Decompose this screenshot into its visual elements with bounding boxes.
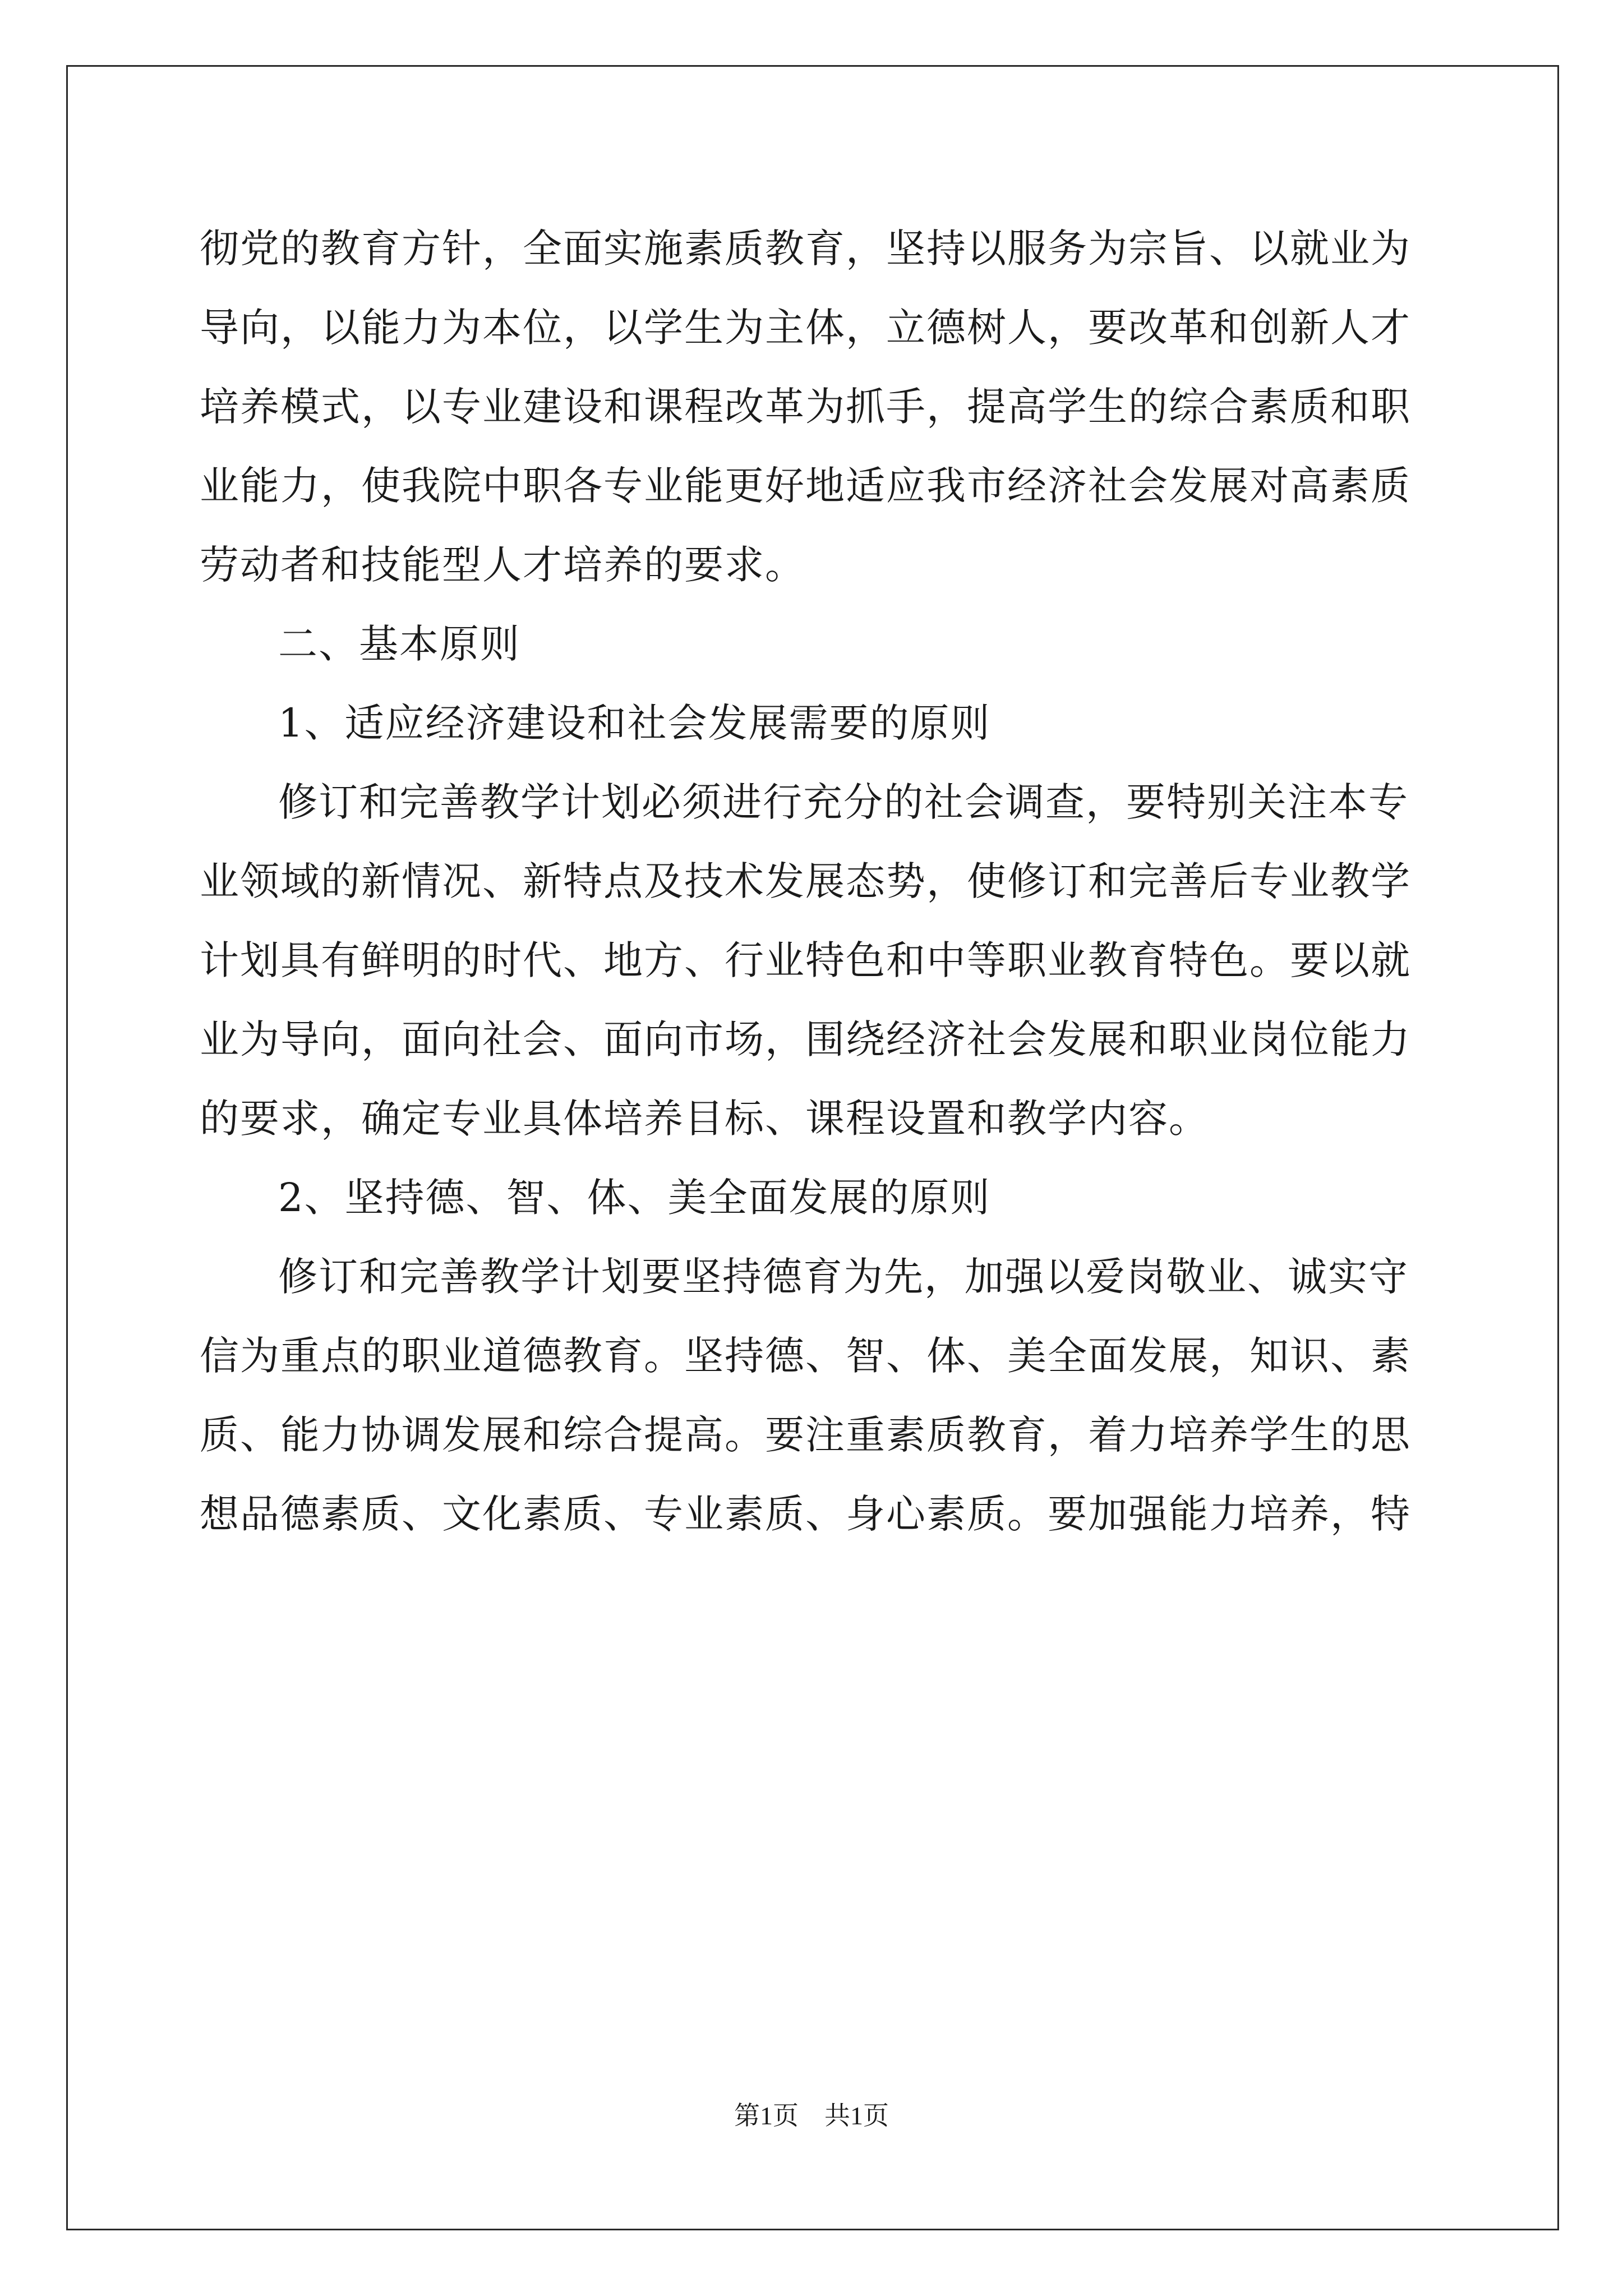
- subsection-heading: 1、适应经济建设和社会发展需要的原则: [278, 700, 991, 746]
- text-line: 想品德素质、文化素质、专业素质、身心素质。要加强能力培养，特: [200, 1491, 1411, 1537]
- section-heading: 二、基本原则: [278, 621, 520, 667]
- text-line: 修订和完善教学计划要坚持德育为先，加强以爱岗敬业、诚实守: [278, 1254, 1409, 1300]
- text-line: 质、能力协调发展和综合提高。要注重素质教育，着力培养学生的思: [200, 1412, 1411, 1458]
- text-line: 计划具有鲜明的时代、地方、行业特色和中等职业教育特色。要以就: [200, 937, 1411, 983]
- text-line: 业能力，使我院中职各专业能更好地适应我市经济社会发展对高素质: [200, 463, 1411, 509]
- text-line: 导向，以能力为本位，以学生为主体，立德树人，要改革和创新人才: [200, 305, 1411, 351]
- text-line: 信为重点的职业道德教育。坚持德、智、体、美全面发展，知识、素: [200, 1333, 1411, 1379]
- text-line: 培养模式，以专业建设和课程改革为抓手，提高学生的综合素质和职: [200, 384, 1411, 430]
- text-line: 业为导向，面向社会、面向市场，围绕经济社会发展和职业岗位能力: [200, 1016, 1411, 1062]
- text-line: 的要求，确定专业具体培养目标、课程设置和教学内容。: [200, 1096, 1209, 1142]
- text-line: 劳动者和技能型人才培养的要求。: [200, 542, 805, 588]
- text-line: 业领域的新情况、新特点及技术发展态势，使修订和完善后专业教学: [200, 858, 1411, 904]
- subsection-heading: 2、坚持德、智、体、美全面发展的原则: [278, 1175, 991, 1221]
- page-footer: 第1页 共1页: [734, 2101, 889, 2130]
- text-line: 修订和完善教学计划必须进行充分的社会调查，要特别关注本专: [278, 779, 1409, 825]
- text-line: 彻党的教育方针，全面实施素质教育，坚持以服务为宗旨、以就业为: [200, 226, 1411, 272]
